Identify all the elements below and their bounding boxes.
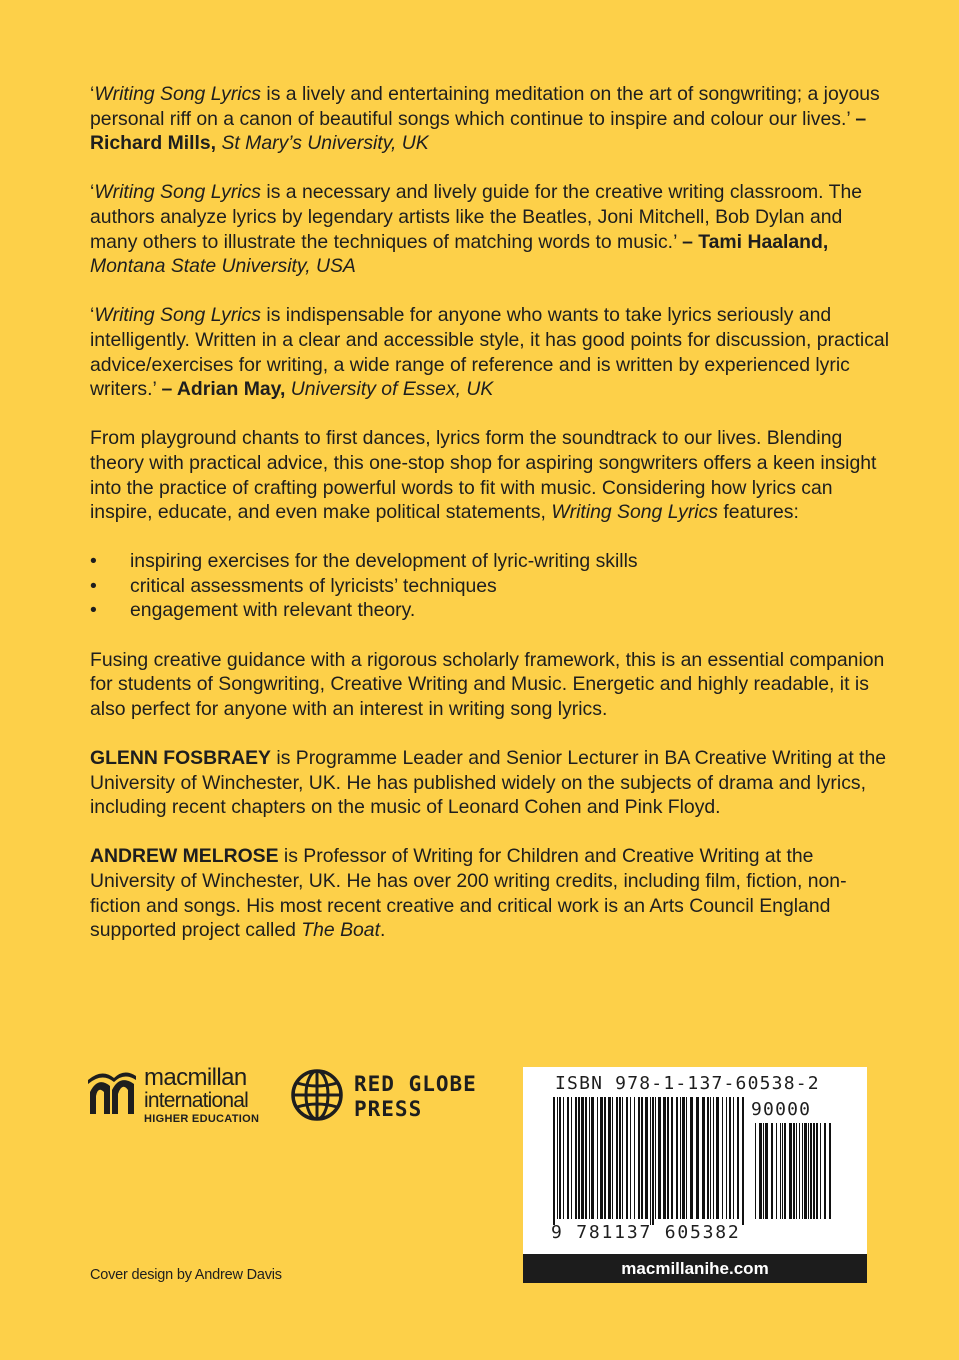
bullet-icon: •	[90, 599, 97, 622]
isbn-barcode	[523, 1067, 867, 1254]
book-title: Writing Song Lyrics	[94, 181, 261, 204]
author-bio-melrose: ANDREW MELROSE is Professor of Writing for Children and Creative Writing at the University of Winchester, UK. He has over 200 writing credits, including film, fiction, non-fiction and songs. His most recent creative and critical work is an Arts Council England supported project called The Boat.	[90, 845, 847, 942]
author-bio-fosbraey: GLENN FOSBRAEY is Programme Leader and Senior Lecturer in BA Creative Writing at the University of Winchester, UK. He has published widely on the subjects of drama and lyrics, including recent chapters on the music of Leonard Cohen and Pink Floyd.	[90, 747, 887, 819]
book-title: Writing Song Lyrics	[94, 304, 261, 327]
reviewer-name: – Tami Haaland,	[682, 230, 829, 253]
reviewer-name: – Adrian May,	[161, 378, 286, 401]
author-name: GLENN FOSBRAEY	[90, 747, 271, 770]
list-item: • critical assessments of lyricists’ techniques	[90, 574, 497, 597]
reviewer-affiliation: Montana State University, USA	[90, 255, 356, 278]
review-quote-1: ‘Writing Song Lyrics is a lively and entertaining meditation on the art of songwriting; a joyous personal riff on a canon of beautiful songs which continue to inspire and colour our lives.’ – Richard Mills, St Mary’s University, UK	[90, 83, 880, 155]
closing-paragraph: Fusing creative guidance with a rigorous scholarly framework, this is an essential companion for students of Songwriting, Creative Writing and Music. Energetic and highly readable, it is also perfect for anyone with an interest in writing song lyrics.	[90, 648, 885, 720]
bullet-icon: •	[90, 550, 97, 573]
price-code: 90000	[751, 1099, 812, 1120]
reviewer-affiliation: St Mary’s University, UK	[216, 132, 429, 155]
reviewer-name: – Richard Mills,	[90, 107, 867, 155]
list-item: • engagement with relevant theory.	[90, 599, 416, 622]
review-quote-2: ‘Writing Song Lyrics is a necessary and lively guide for the creative writing classroom. The authors analyze lyrics by legendary artists like the Beatles, Joni Mitchell, Bob Dylan and many others to illustrate the techniques of matching words to music.’ – Tami Haaland, Montana State University, USA	[90, 181, 863, 278]
isbn-text: ISBN 978-1-137-60538-2	[555, 1073, 820, 1094]
book-title: Writing Song Lyrics	[94, 83, 261, 105]
back-cover-text	[90, 82, 890, 967]
list-item: • inspiring exercises for the development of lyric-writing skills	[90, 550, 638, 573]
cover-design-credit: Cover design by Andrew Davis	[90, 1267, 282, 1283]
macmillan-m-icon	[88, 1070, 136, 1116]
book-title: Writing Song Lyrics	[551, 501, 719, 524]
globe-icon	[290, 1068, 344, 1122]
barcode-digits: 9 781137 605382	[551, 1222, 741, 1243]
review-quote-3: ‘Writing Song Lyrics is indispensable for anyone who wants to take lyrics seriously and intelligently. Written in a clear and accessible style, it has good points for discussion, practical advice/exercises for writing, a wide range of reference and is written by experienced lyric writers.’ – Adrian May, University of Essex, UK	[90, 304, 890, 401]
reviewer-affiliation: University of Essex, UK	[285, 378, 494, 401]
feature-list	[90, 549, 890, 623]
publisher-website[interactable]: macmillanihe.com	[523, 1254, 867, 1283]
macmillan-logo: macmillan international HIGHER EDUCATION	[88, 1070, 268, 1126]
work-title: The Boat	[301, 919, 380, 942]
bullet-icon: •	[90, 574, 97, 597]
book-description: From playground chants to first dances, lyrics form the soundtrack to our lives. Blending theory with practical advice, this one-stop shop for aspiring songwriters offers a keen insight into the practice of crafting powerful words to fit with music. Considering how lyrics can inspire, educate, and even make political statements, Writing Song Lyrics features:	[90, 427, 877, 524]
author-name: ANDREW MELROSE	[90, 845, 279, 868]
